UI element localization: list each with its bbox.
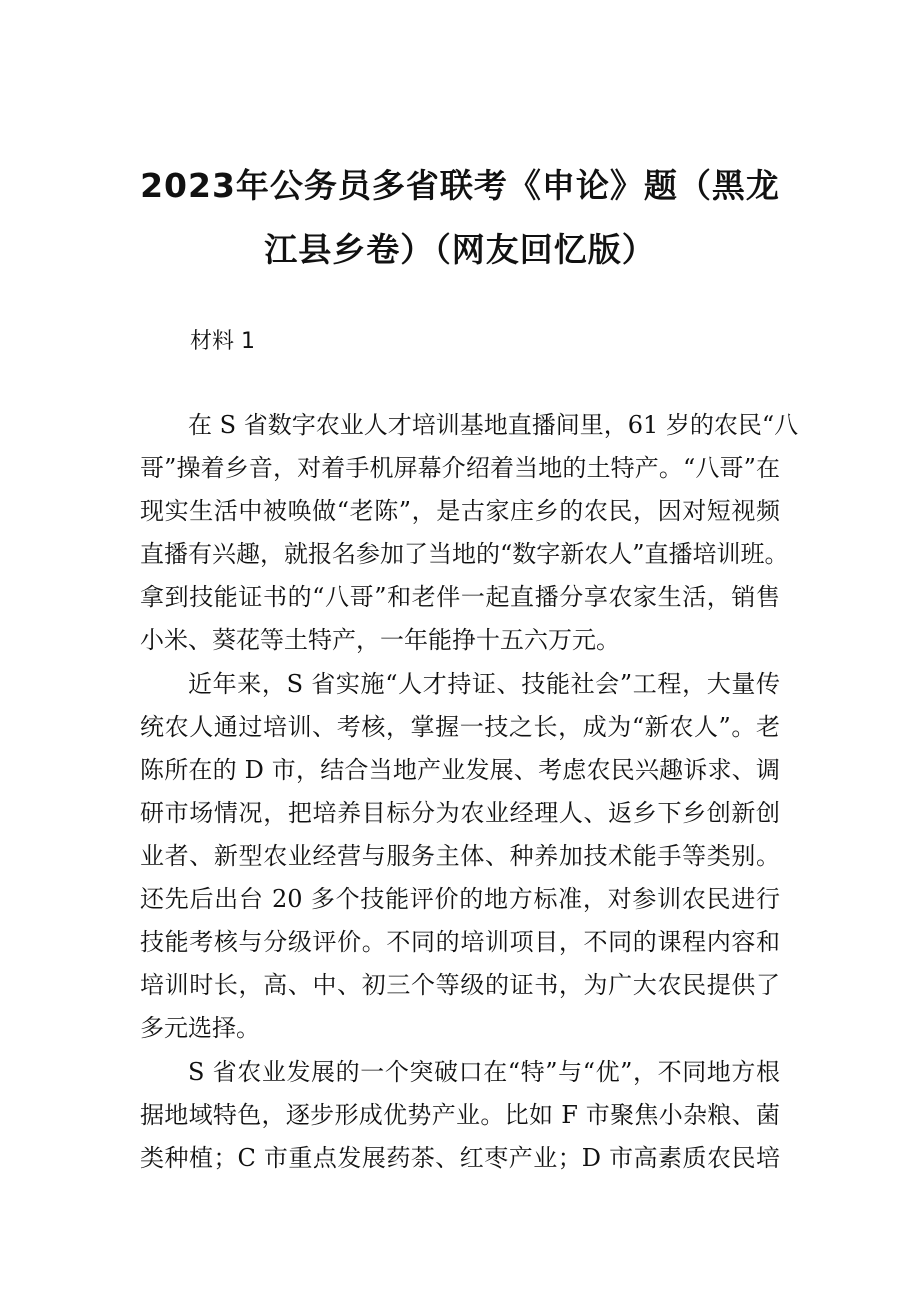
section-heading: 材料 1 [190, 329, 255, 354]
body-line: 在 S 省数字农业人才培训基地直播间里，61 岁的农民“八 [188, 411, 799, 439]
body-line: 陈所在的 D 市，结合当地产业发展、考虑农民兴趣诉求、调 [140, 756, 780, 784]
body-line: 哥”操着乡音，对着手机屏幕介绍着当地的土特产。“八哥”在 [140, 454, 780, 482]
body-line: 小米、葵花等土特产，一年能挣十五六万元。 [140, 626, 620, 654]
body-line: 直播有兴趣，就报名参加了当地的“数字新农人”直播培训班。 [140, 540, 789, 568]
body-line: 统农人通过培训、考核，掌握一技之长，成为“新农人”。老 [140, 713, 780, 741]
body-line: 技能考核与分级评价。不同的培训项目，不同的课程内容和 [140, 928, 780, 956]
body-line: 现实生活中被唤做“老陈”，是古家庄乡的农民，因对短视频 [140, 497, 780, 525]
body-line: 研市场情况，把培养目标分为农业经理人、返乡下乡创新创 [140, 799, 780, 827]
document-title-line-1: 2023年公务员多省联考《申论》题（黑龙 [140, 166, 780, 205]
body-line: 拿到技能证书的“八哥”和老伴一起直播分享农家生活，销售 [140, 583, 780, 611]
body-line: 多元选择。 [140, 1014, 260, 1042]
body-line: 还先后出台 20 多个技能评价的地方标准，对参训农民进行 [140, 885, 780, 913]
body-line: 类种植；C 市重点发展药茶、红枣产业；D 市高素质农民培 [140, 1144, 780, 1172]
body-line: S 省农业发展的一个突破口在“特”与“优”，不同地方根 [188, 1058, 780, 1086]
body-line: 据地域特色，逐步形成优势产业。比如 F 市聚焦小杂粮、菌 [140, 1101, 780, 1129]
body-line: 业者、新型农业经营与服务主体、种养加技术能手等类别。 [140, 842, 780, 870]
document-title-line-2: 江县乡卷）（网友回忆版） [264, 230, 656, 269]
body-line: 近年来，S 省实施“人才持证、技能社会”工程，大量传 [188, 670, 780, 698]
body-line: 培训时长，高、中、初三个等级的证书，为广大农民提供了 [140, 971, 780, 999]
